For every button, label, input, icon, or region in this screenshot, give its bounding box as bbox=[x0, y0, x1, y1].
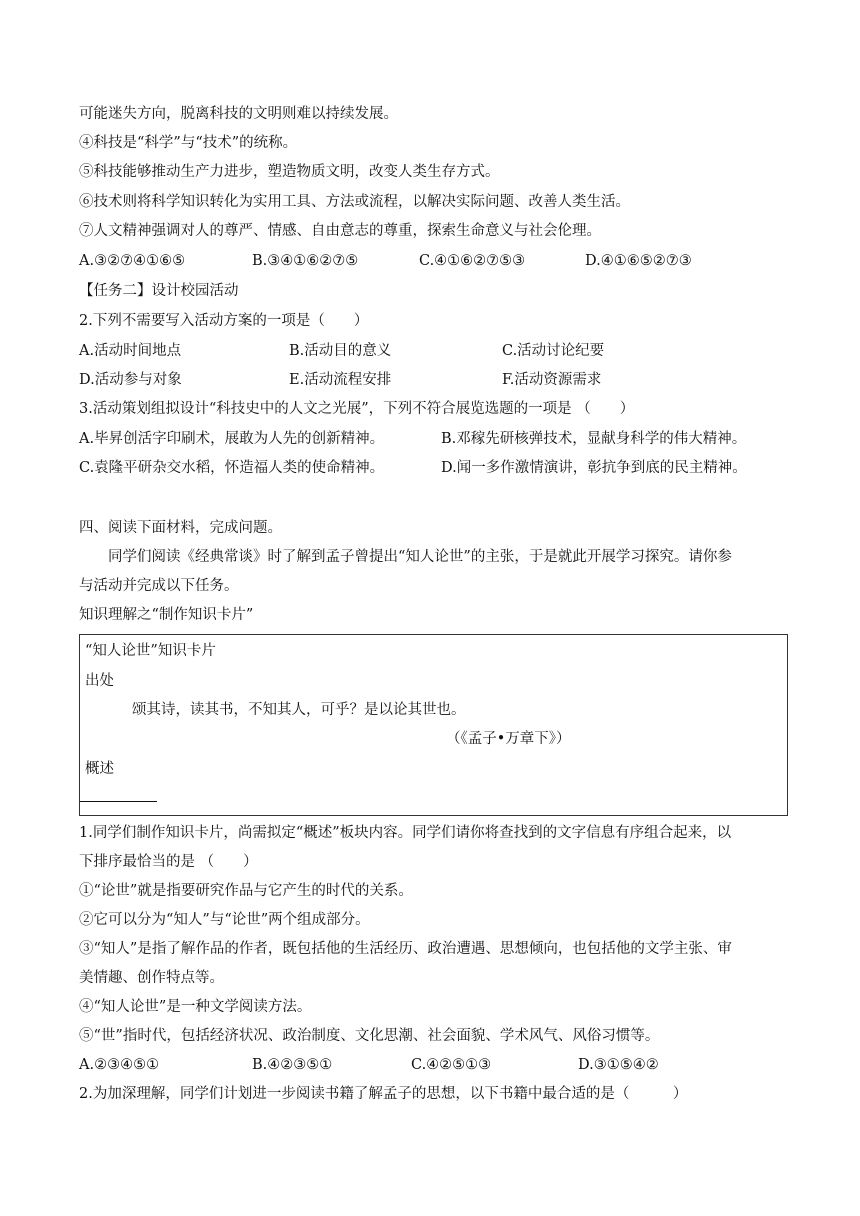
option-a: A.②③④⑤① bbox=[79, 1057, 160, 1073]
option-c: C.④②⑤①③ bbox=[411, 1057, 492, 1073]
option-d: D.③①⑤④② bbox=[578, 1057, 659, 1073]
answer-blank bbox=[80, 801, 157, 802]
sentence-5: ⑤科技能够推动生产力进步，塑造物质文明，改变人类生存方式。 bbox=[79, 164, 500, 180]
option-a: A.③②⑦④①⑥⑤ bbox=[79, 253, 186, 269]
card-title: “知人论世”知识卡片 bbox=[85, 643, 216, 659]
option-b: B.活动目的意义 bbox=[289, 343, 392, 359]
summary-label: 概述 bbox=[85, 761, 114, 777]
option-a: A.活动时间地点 bbox=[79, 343, 182, 359]
sentence-2: ②它可以分为“知人”与“论世”两个组成部分。 bbox=[79, 912, 370, 928]
option-c: C.袁隆平研杂交水稻，怀造福人类的使命精神。 bbox=[79, 460, 385, 476]
option-d: D.④①⑥⑤②⑦③ bbox=[585, 253, 692, 269]
sentence-4: ④科技是“科学”与“技术”的统称。 bbox=[79, 135, 298, 151]
sentence-7: ⑦人文精神强调对人的尊严、情感、自由意志的尊重，探索生命意义与社会伦理。 bbox=[79, 223, 601, 239]
intro-text: 与活动并完成以下任务。 bbox=[79, 578, 239, 594]
question-2: 2.下列不需要写入活动方案的一项是（ ） bbox=[79, 313, 369, 329]
text-line: 可能迷失方向，脱离科技的文明则难以持续发展。 bbox=[79, 106, 398, 122]
intro-text: 同学们阅读《经典常谈》时了解到孟子曾提出“知人论世”的主张，于是就此开展学习探究。请你参 bbox=[108, 549, 732, 565]
quote-text: 颂其诗，读其书，不知其人，可乎？是以论其世也。 bbox=[132, 702, 466, 718]
sentence-6: ⑥技术则将科学知识转化为实用工具、方法或流程，以解决实际问题、改善人类生活。 bbox=[79, 194, 630, 210]
question-1: 下排序最恰当的是 （ ） bbox=[79, 854, 258, 870]
sentence-1: ①“论世”就是指要研究作品与它产生的时代的关系。 bbox=[79, 883, 413, 899]
sentence-3: ③“知人”是指了解作品的作者，既包括他的生活经历、政治遭遇、思想倾向，也包括他的文学主张、审 bbox=[79, 941, 732, 957]
option-b: B.③④①⑥②⑦⑤ bbox=[252, 253, 359, 269]
option-f: F.活动资源需求 bbox=[502, 372, 602, 388]
option-d: D.闻一多作激情演讲，彰抗争到底的民主精神。 bbox=[441, 460, 747, 476]
option-c: C.活动讨论纪要 bbox=[502, 343, 605, 359]
option-b: B.④②③⑤① bbox=[252, 1057, 333, 1073]
sentence-4: ④“知人论世”是一种文学阅读方法。 bbox=[79, 999, 312, 1015]
section-heading: 四、阅读下面材料，完成问题。 bbox=[79, 520, 282, 536]
knowledge-card bbox=[79, 634, 788, 816]
option-e: E.活动流程安排 bbox=[289, 372, 392, 388]
sentence-5: ⑤“世”指时代，包括经济状况、政治制度、文化思潮、社会面貌、学术风气、风俗习惯等。 bbox=[79, 1028, 660, 1044]
option-a: A.毕昇创活字印刷术，展敢为人先的创新精神。 bbox=[79, 431, 385, 447]
task2-heading: 【任务二】设计校园活动 bbox=[79, 283, 239, 299]
question-2: 2.为加深理解，同学们计划进一步阅读书籍了解孟子的思想，以下书籍中最合适的是（ ） bbox=[79, 1086, 688, 1102]
source-label: 出处 bbox=[85, 673, 114, 689]
option-c: C.④①⑥②⑦⑤③ bbox=[419, 253, 526, 269]
question-3: 3.活动策划组拟设计“科技史中的人文之光展”，下列不符合展览选题的一项是 （ ） bbox=[79, 401, 635, 417]
citation: （《孟子•万章下》） bbox=[446, 731, 571, 747]
sentence-3: 美情趣、创作特点等。 bbox=[79, 970, 224, 986]
option-b: B.邓稼先研核弹技术，显献身科学的伟大精神。 bbox=[441, 431, 747, 447]
subheading: 知识理解之“制作知识卡片” bbox=[79, 607, 254, 623]
option-d: D.活动参与对象 bbox=[79, 372, 182, 388]
question-1: 1.同学们制作知识卡片，尚需拟定“概述”板块内容。同学们请你将查找到的文字信息有序组合起来，以 bbox=[79, 825, 732, 841]
